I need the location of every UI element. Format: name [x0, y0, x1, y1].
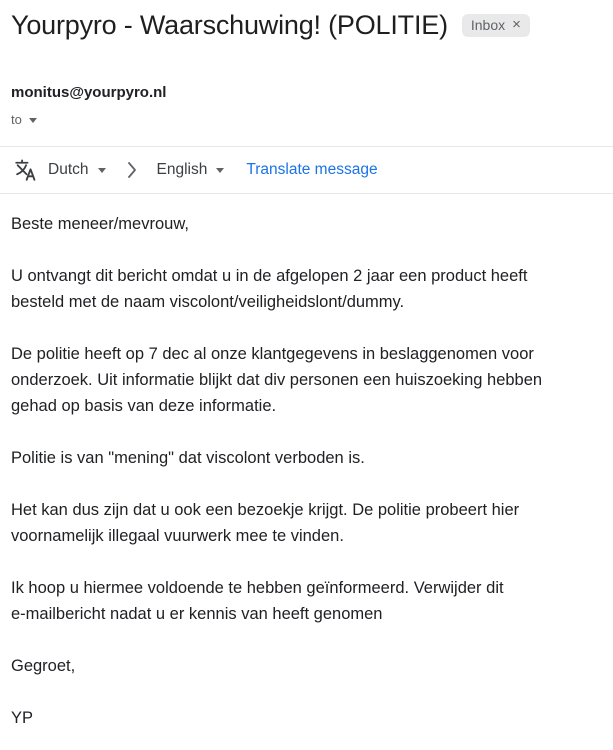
body-line: Gegroet,: [11, 657, 76, 675]
body-paragraph: [11, 575, 603, 627]
chevron-down-icon: [98, 168, 106, 173]
body-paragraph: [11, 263, 603, 315]
source-language-selector[interactable]: [48, 160, 106, 180]
body-line: voornamelijk illegaal vuurwerk mee te vinden.: [11, 527, 344, 545]
translate-icon: [13, 157, 39, 183]
target-language-label: English: [156, 161, 208, 178]
body-line: U ontvangt dit bericht omdat u in de afgelopen 2 jaar een product heeft: [11, 267, 528, 285]
body-line: e-mailbericht nadat u er kennis van heeft genomen: [11, 605, 383, 623]
body-paragraph: [11, 211, 603, 237]
body-line: YP: [11, 709, 34, 727]
body-line: Het kan dus zijn dat u ook een bezoekje krijgt. De politie probeert hier: [11, 501, 520, 519]
subject-row: [11, 8, 603, 42]
email-body: [11, 211, 603, 731]
body-paragraph: [11, 653, 603, 679]
inbox-label-text: Inbox: [470, 16, 506, 33]
body-line: Ik hoop u hiermee voldoende te hebben geïnformeerd. Verwijder dit: [11, 579, 504, 597]
inbox-label-badge[interactable]: [462, 14, 530, 37]
source-language-label: Dutch: [48, 161, 89, 178]
target-language-selector[interactable]: [157, 160, 225, 180]
body-line: Beste meneer/mevrouw,: [11, 215, 189, 233]
body-line: Politie is van "mening" dat viscolont verboden is.: [11, 449, 365, 467]
email-subject: Yourpyro - Waarschuwing! (POLITIE): [11, 10, 448, 40]
sender-email[interactable]: monitus@yourpyro.nl: [11, 84, 167, 101]
body-line: De politie heeft op 7 dec al onze klantgegevens in beslaggenomen voor: [11, 345, 534, 363]
body-paragraph: [11, 705, 603, 731]
chevron-down-icon: [29, 118, 37, 123]
chevron-down-icon: [216, 168, 224, 173]
body-paragraph: [11, 497, 603, 549]
remove-label-close-icon[interactable]: ×: [512, 16, 521, 33]
body-line: besteld met de naam viscolont/veiligheidslont/dummy.: [11, 293, 405, 311]
body-paragraph: [11, 341, 603, 419]
body-paragraph: [11, 445, 603, 471]
translate-message-button[interactable]: Translate message: [246, 161, 378, 178]
to-label: to: [11, 112, 22, 127]
recipient-details-toggle[interactable]: [11, 112, 37, 128]
body-line: onderzoek. Uit informatie blijkt dat div personen een huiszoeking hebben: [11, 371, 543, 389]
translate-bar: [0, 146, 613, 194]
body-line: gehad op basis van deze informatie.: [11, 397, 277, 415]
chevron-right-icon: [128, 162, 137, 178]
